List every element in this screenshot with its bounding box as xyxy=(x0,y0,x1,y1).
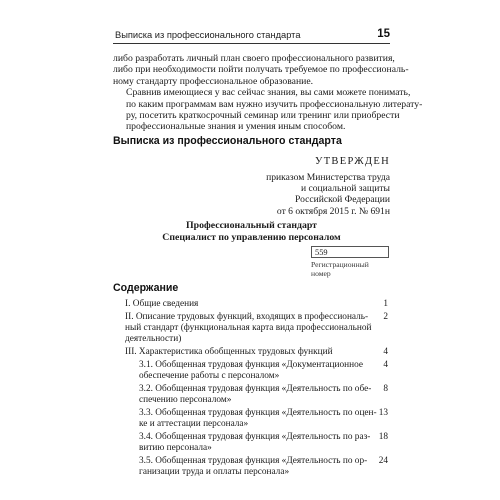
order-line: приказом Министерства труда xyxy=(266,172,390,183)
toc-item-text: обеспечение работы с персоналом» xyxy=(139,371,280,381)
standard-title-line: Профессиональный стандарт xyxy=(186,220,317,231)
registration-number-label xyxy=(311,260,391,279)
text-line: либо разработать личный план своего профессионального развития, xyxy=(113,53,395,64)
toc-item[interactable] xyxy=(113,312,390,345)
toc-page-number: 13 xyxy=(378,408,388,418)
text-line: по каким программам вам нужно изучить профессиональную литерату- xyxy=(126,98,423,110)
text-line: ному стандарту профессиональное образование. xyxy=(113,75,314,87)
contents-title: Содержание xyxy=(113,282,179,294)
intro-paragraph-1 xyxy=(113,53,409,87)
toc-item-text: ганизации труда и оплаты персонала» xyxy=(139,467,290,477)
text-line: Сравнив имеющиеся у вас сейчас знания, вы сами можете понимать, xyxy=(126,87,411,99)
toc-page-number: 18 xyxy=(378,432,388,442)
label-line: Регистрационный xyxy=(311,260,369,269)
toc-page-number: 24 xyxy=(378,456,388,466)
toc-page-number: 8 xyxy=(383,384,388,394)
toc-item-text: ный стандарт (функциональная карта вида профессиональной xyxy=(125,323,372,333)
toc-item-text: III. Характеристика обобщенных трудовых функций xyxy=(125,347,333,357)
toc-item[interactable] xyxy=(113,432,390,454)
toc-item-text: 3.1. Обобщенная трудовая функция «Документационное xyxy=(139,360,363,370)
toc-item-text: 3.2. Обобщенная трудовая функция «Деятельность по обе- xyxy=(139,384,372,394)
running-title: Выписка из профессионального стандарта xyxy=(115,30,301,40)
table-of-contents xyxy=(113,299,390,480)
toc-item-text: 3.5. Обобщенная трудовая функция «Деятельность по ор- xyxy=(139,456,368,466)
toc-item-text: 3.3. Обобщенная трудовая функция «Деятельность по оцен- xyxy=(139,408,377,418)
order-line: от 6 октября 2015 г. № 691н xyxy=(276,205,390,217)
order-line: Российской Федерации xyxy=(295,194,390,206)
toc-page-number: 1 xyxy=(383,299,388,309)
order-line: и социальной защиты xyxy=(300,183,390,195)
toc-item[interactable] xyxy=(113,347,390,358)
text-line: профессиональные знания и умения иным способом. xyxy=(126,121,346,133)
toc-item[interactable] xyxy=(113,360,390,382)
section-title: Выписка из профессионального стандарта xyxy=(113,135,342,147)
intro-text xyxy=(113,53,423,133)
label-line: номер xyxy=(311,269,331,279)
text-line: ру, посетить краткосрочный семинар или тренинг или приобрести xyxy=(126,110,400,122)
approval-stamp: УТВЕРЖДЕН xyxy=(314,156,390,167)
intro-paragraph-2 xyxy=(113,87,423,133)
toc-item[interactable] xyxy=(113,299,390,310)
toc-item-text: спечению персоналом» xyxy=(139,395,232,405)
standard-title-line: Специалист по управлению персоналом xyxy=(162,232,341,243)
toc-item-text: II. Описание трудовых функций, входящих в профессиональ- xyxy=(125,312,369,322)
toc-item-text: I. Общие сведения xyxy=(125,299,199,309)
toc-page-number: 4 xyxy=(383,360,388,370)
toc-item[interactable] xyxy=(113,456,390,478)
toc-item-text: 3.4. Обобщенная трудовая функция «Деятельность по раз- xyxy=(139,432,371,442)
approval-order xyxy=(210,172,390,217)
toc-item[interactable] xyxy=(113,408,390,430)
toc-page-number: 2 xyxy=(383,312,388,322)
toc-page-number: 4 xyxy=(383,347,388,357)
toc-item-text: деятельности) xyxy=(125,334,182,344)
toc-item[interactable] xyxy=(113,384,390,406)
toc-item-text: витию персонала» xyxy=(139,443,212,453)
text-line: либо при необходимости пойти получать требуемое по профессиональ- xyxy=(113,64,409,76)
standard-title xyxy=(113,220,390,244)
page-number: 15 xyxy=(377,28,390,40)
toc-item-text: ке и аттестации персонала» xyxy=(139,419,249,429)
running-header xyxy=(113,29,390,44)
registration-number-box: 559 xyxy=(311,246,389,258)
